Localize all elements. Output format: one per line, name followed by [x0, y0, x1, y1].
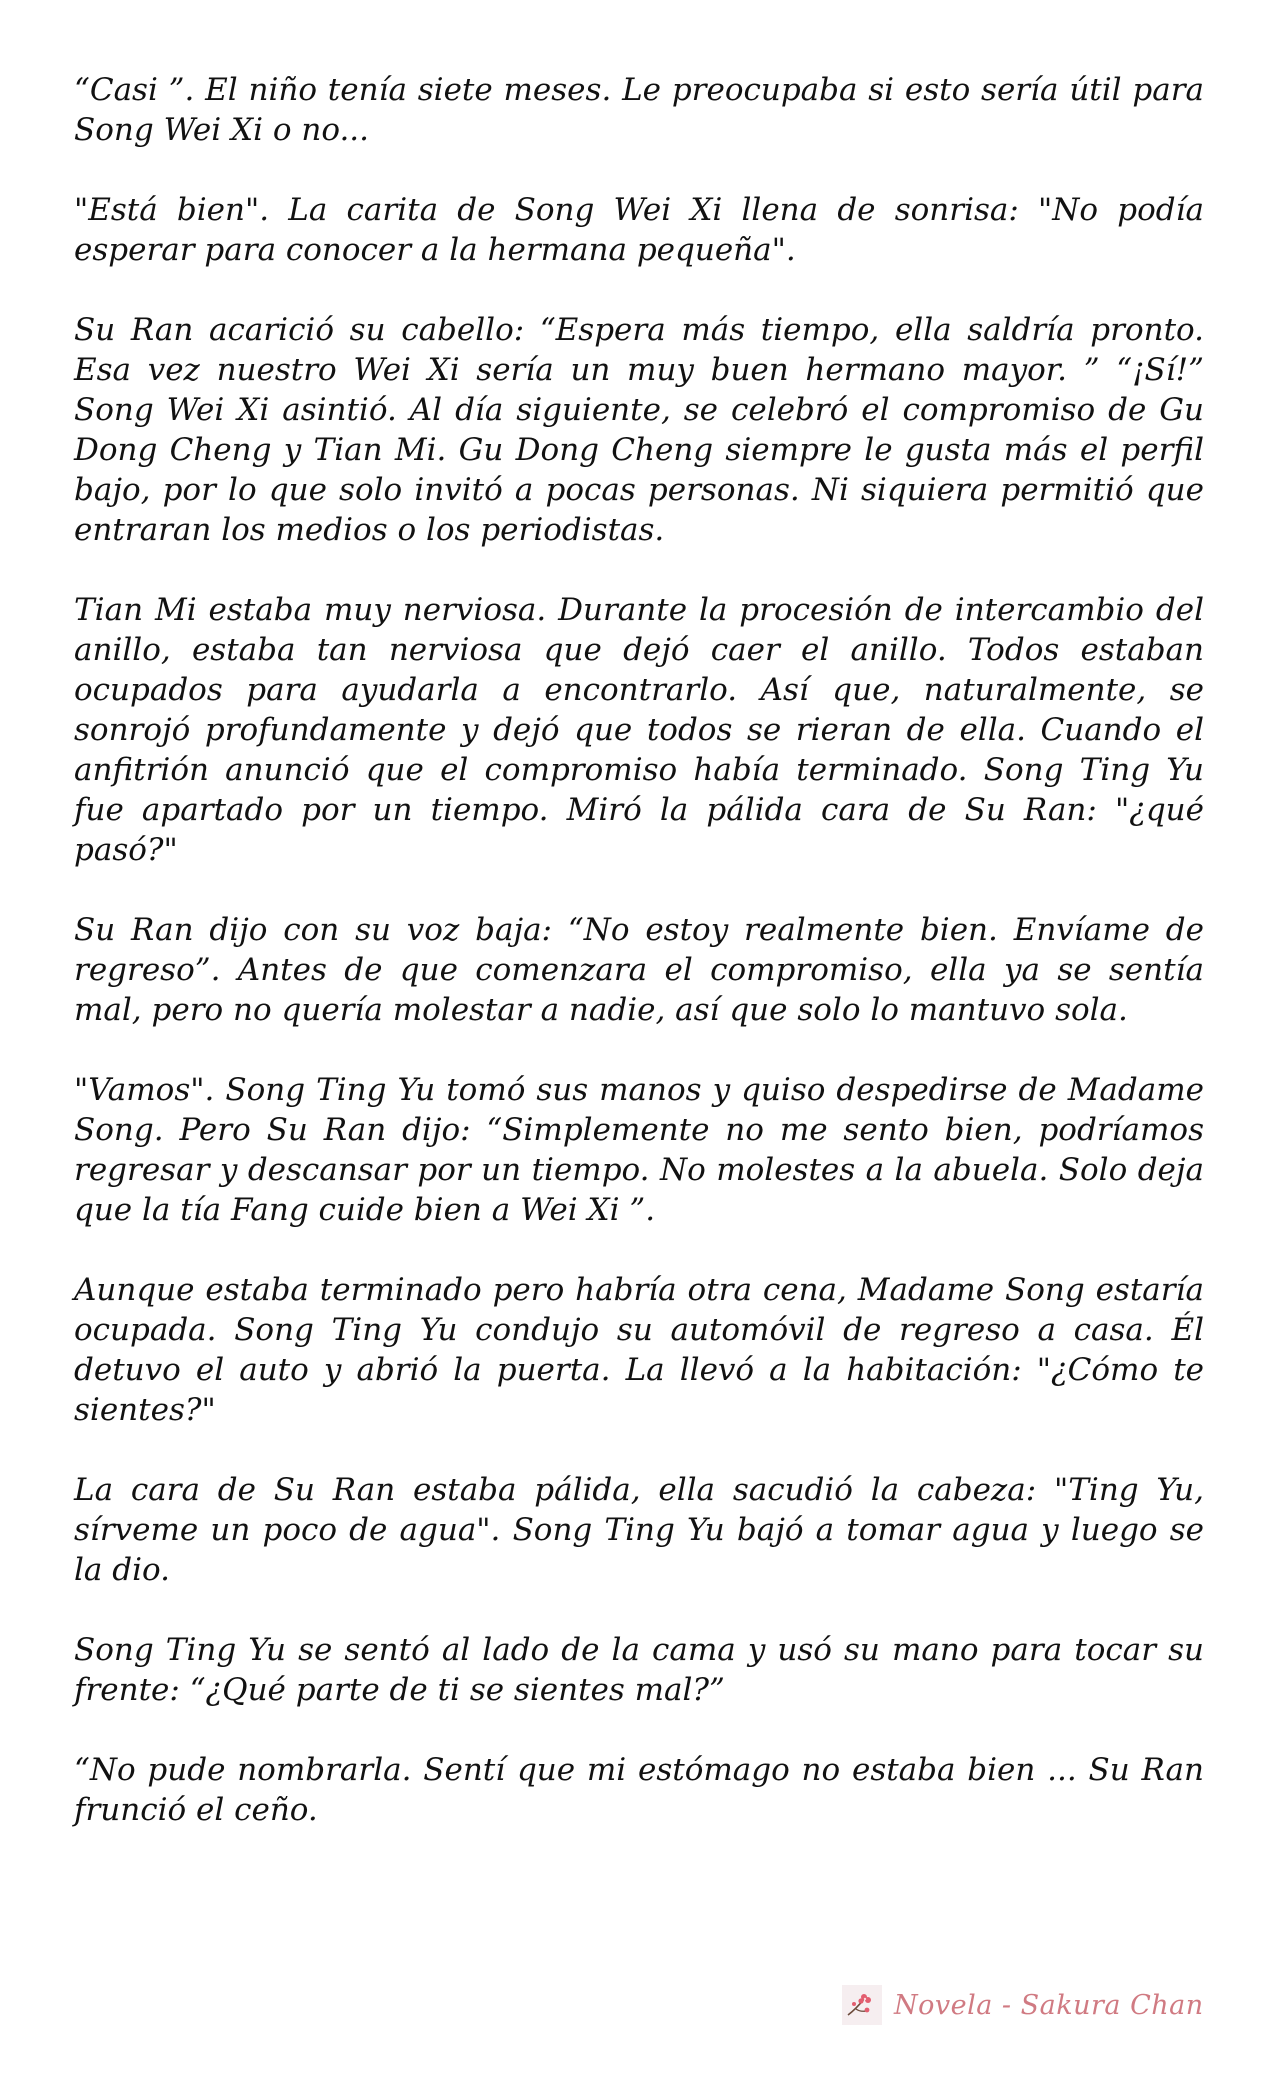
paragraph-10: “No pude nombrarla. Sentí que mi estómago no estaba bien ... Su Ran frunció el ceño.: [74, 1752, 1204, 1828]
paragraph-7: Aunque estaba terminado pero habría otra cena, Madame Song estaría ocupada. Song Ting Yu condujo su automóvil de regreso a casa. Él detuvo el auto y abrió la puerta. La llevó a la habitación: "¿Cómo te sientes?": [74, 1272, 1204, 1428]
paragraph-1: “Casi ”. El niño tenía siete meses. Le preocupaba si esto sería útil para Song Wei Xi o no...: [74, 72, 1204, 148]
watermark: [842, 1985, 1204, 2025]
paragraph-9: Song Ting Yu se sentó al lado de la cama y usó su mano para tocar su frente: “¿Qué parte de ti se sientes mal?”: [74, 1632, 1204, 1708]
paragraph-6: "Vamos". Song Ting Yu tomó sus manos y quiso despedirse de Madame Song. Pero Su Ran dijo: “Simplemente no me sento bien, podríamos regresar y descansar por un tiempo. No molestes a la abuela. Solo deja que la tía Fang cuide bien a Wei Xi ”.: [74, 1072, 1204, 1228]
paragraph-5: Su Ran dijo con su voz baja: “No estoy realmente bien. Envíame de regreso”. Antes de que comenzara el compromiso, ella ya se sentía mal, pero no quería molestar a nadie, así que solo lo mantuvo sola.: [74, 912, 1204, 1028]
watermark-text: Novela - Sakura Chan: [894, 1989, 1204, 2021]
document-body: [74, 70, 1204, 1870]
paragraph-2: "Está bien". La carita de Song Wei Xi llena de sonrisa: "No podía esperar para conocer a la hermana pequeña".: [74, 192, 1204, 268]
paragraph-4: Tian Mi estaba muy nerviosa. Durante la procesión de intercambio del anillo, estaba tan nerviosa que dejó caer el anillo. Todos estaban ocupados para ayudarla a encontrarlo. Así que, naturalmente, se sonrojó profundamente y dejó que todos se rieran de ella. Cuando el anfitrión anunció que el compromiso había terminado. Song Ting Yu fue apartado por un tiempo. Miró la pálida cara de Su Ran: "¿qué pasó?": [74, 592, 1204, 868]
paragraph-8: La cara de Su Ran estaba pálida, ella sacudió la cabeza: "Ting Yu, sírveme un poco de agua". Song Ting Yu bajó a tomar agua y luego se la dio.: [74, 1472, 1204, 1588]
paragraph-3: Su Ran acarició su cabello: “Espera más tiempo, ella saldría pronto. Esa vez nuestro Wei Xi sería un muy buen hermano mayor. ” “¡Sí!” Song Wei Xi asintió. Al día siguiente, se celebró el compromiso de Gu Dong Cheng y Tian Mi. Gu Dong Cheng siempre le gusta más el perfil bajo, por lo que solo invitó a pocas personas. Ni siquiera permitió que entraran los medios o los periodistas.: [74, 312, 1204, 548]
sakura-flower-icon: [842, 1985, 882, 2025]
